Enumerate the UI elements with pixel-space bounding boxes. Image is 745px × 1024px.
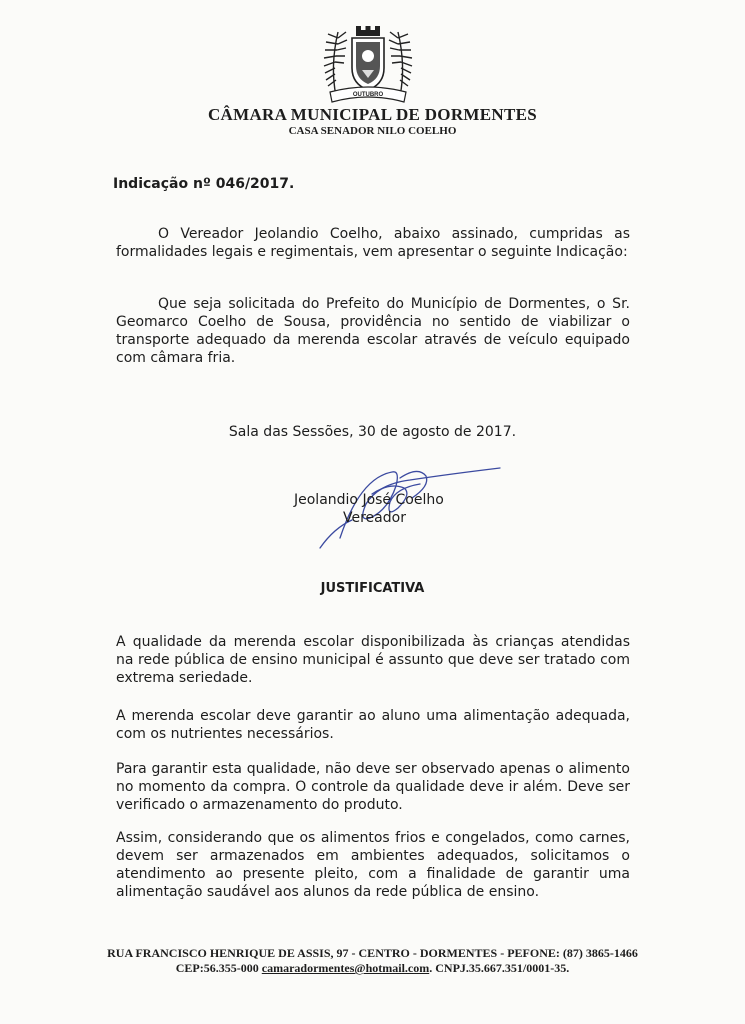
request-paragraph: Que seja solicitada do Prefeito do Município de Dormentes, o Sr. Geomarco Coelho de Sousa, providência no sentido de viabilizar o transporte adequado da merenda escolar através de veículo equipado com câmara fria.	[116, 296, 630, 366]
signer-role: Vereador	[343, 510, 406, 526]
justification-paragraph-4: Assim, considerando que os alimentos frios e congelados, como carnes, devem ser armazenados em ambientes adequados, solicitamos o atendimento ao presente pleito, com a finalidade de garantir uma alimentação saudável aos alunos da rede pública de ensino.	[116, 830, 630, 900]
justification-paragraph-3: Para garantir esta qualidade, não deve ser observado apenas o alimento no momento da compra. O controle da qualidade deve ir além. Deve ser verificado o armazenamento do produto.	[116, 761, 630, 813]
justification-paragraph-2: A merenda escolar deve garantir ao aluno uma alimentação adequada, com os nutrientes necessários.	[116, 708, 630, 742]
footer-email-link[interactable]: camaradormentes@hotmail.com	[261, 961, 430, 975]
chamber-name: CÂMARA MUNICIPAL DE DORMENTES	[207, 105, 538, 124]
signer-name: Jeolandio José Coelho	[294, 492, 444, 508]
footer-cep: CEP:56.355-000	[175, 961, 259, 975]
document-title: Indicação nº 046/2017.	[113, 176, 295, 192]
handwritten-signature	[300, 458, 510, 558]
place-date: Sala das Sessões, 30 de agosto de 2017.	[228, 424, 517, 440]
footer-cnpj: . CNPJ.35.667.351/0001-35.	[429, 961, 570, 975]
municipal-crest-icon	[316, 26, 420, 106]
crest-ribbon-text: OUTUBRO	[352, 92, 384, 98]
footer-contact	[0, 961, 745, 976]
intro-paragraph: O Vereador Jeolandio Coelho, abaixo assinado, cumpridas as formalidades legais e regimentais, vem apresentar o seguinte Indicação:	[116, 226, 630, 260]
justification-paragraph-1: A qualidade da merenda escolar disponibilizada às crianças atendidas na rede pública de ensino municipal é assunto que deve ser tratado com extrema seriedade.	[116, 634, 630, 686]
justification-title: JUSTIFICATIVA	[320, 581, 425, 596]
house-name: CASA SENADOR NILO COELHO	[288, 125, 457, 137]
footer-address: RUA FRANCISCO HENRIQUE DE ASSIS, 97 - CENTRO - DORMENTES - PEFONE: (87) 3865-1466	[107, 946, 638, 960]
